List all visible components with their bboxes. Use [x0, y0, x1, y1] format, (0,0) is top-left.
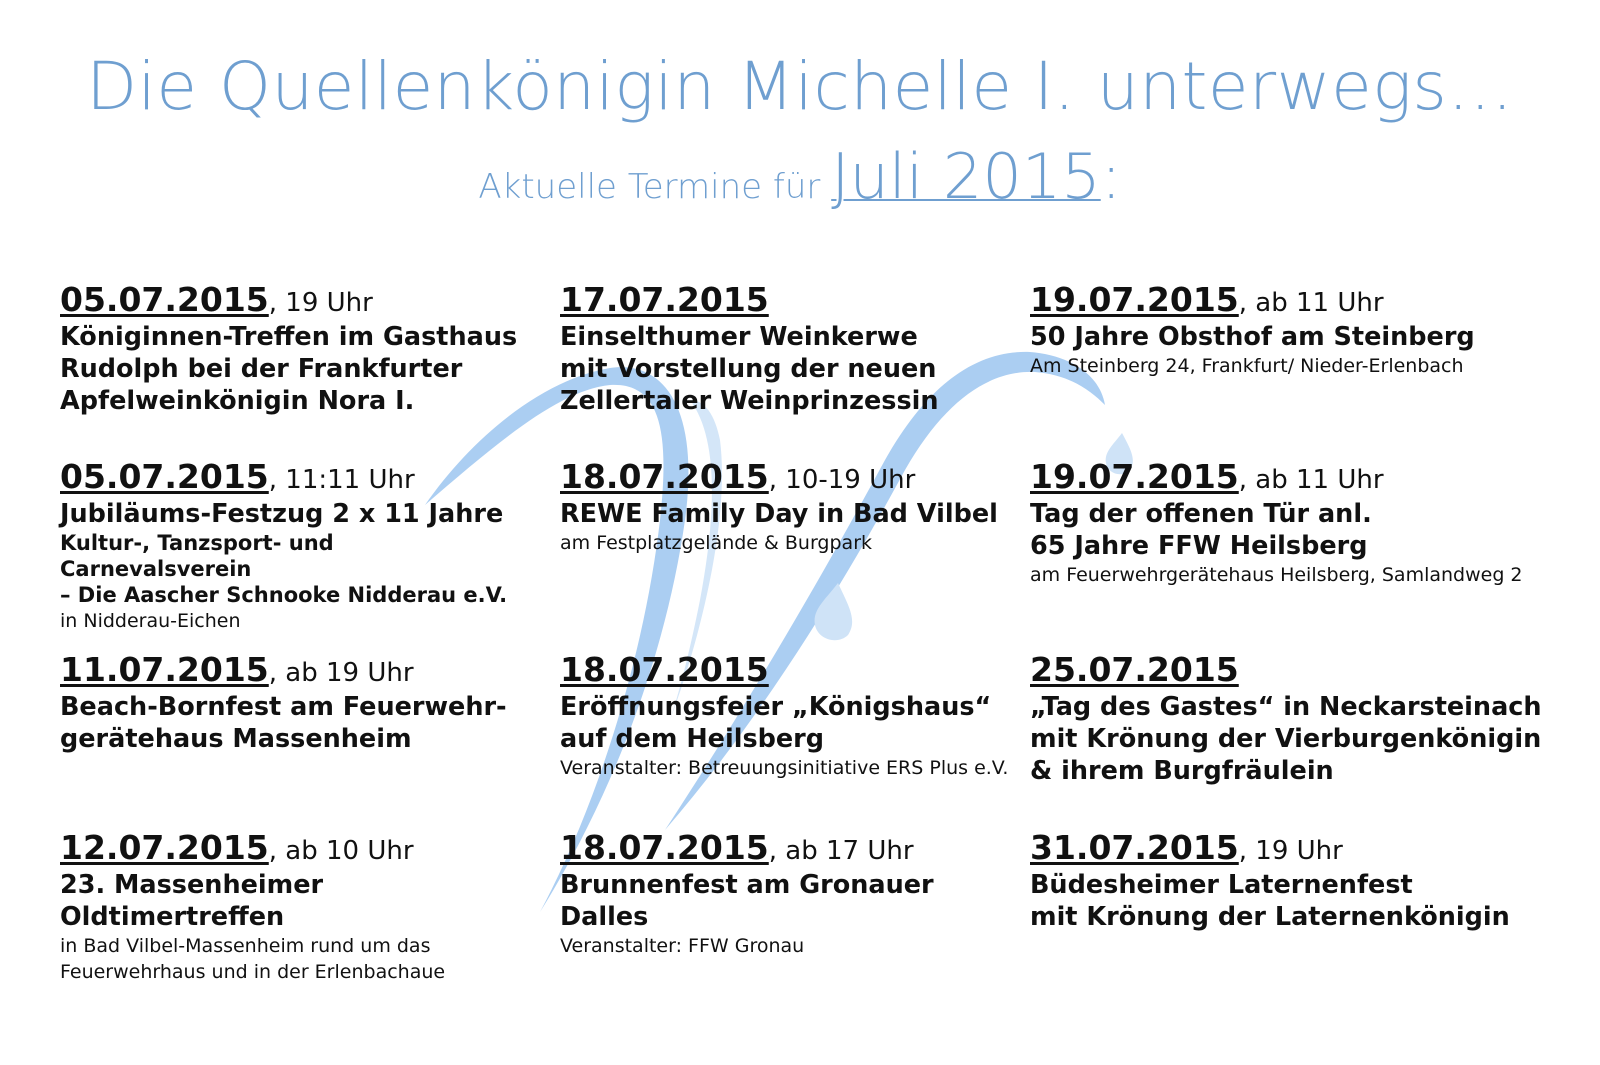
event-time: , 19 Uhr: [1238, 836, 1343, 866]
event-detail: Kultur-, Tanzsport- und Carnevalsverein – Die Aascher Schnooke Nidderau e.V.: [60, 531, 508, 607]
event-detail: in Bad Vilbel-Massenheim rund um das Feuerwehrhaus und in der Erlenbachaue: [60, 935, 446, 983]
event-detail: Veranstalter: Betreuungsinitiative ERS Plus e.V.: [560, 757, 1009, 779]
event-card: [1030, 830, 1570, 933]
event-headline: „Tag des Gastes“ in Neckarsteinach mit Krönung der Vierburgenkönigin & ihrem Burgfräulein: [1030, 692, 1542, 786]
event-date: 12.07.2015: [60, 828, 269, 867]
event-headline: Königinnen-Treffen im Gasthaus Rudolph bei der Frankfurter Apfelweinkönigin Nora I.: [60, 322, 518, 416]
event-headline: Brunnenfest am Gronauer Dalles: [560, 870, 934, 932]
event-date: 18.07.2015: [560, 828, 769, 867]
event-detail: in Nidderau-Eichen: [60, 610, 241, 632]
event-date: 19.07.2015: [1030, 280, 1239, 319]
event-headline: 23. Massenheimer Oldtimertreffen: [60, 870, 324, 932]
event-date: 05.07.2015: [60, 280, 269, 319]
event-card: [1030, 652, 1570, 787]
event-detail: Veranstalter: FFW Gronau: [560, 935, 805, 957]
event-date: 25.07.2015: [1030, 650, 1239, 689]
event-card: [60, 282, 530, 417]
event-time: , ab 10 Uhr: [268, 836, 414, 866]
event-headline: Eröffnungsfeier „Königshaus“ auf dem Heilsberg: [560, 692, 992, 754]
event-card: [560, 282, 1010, 417]
event-headline: Jubiläums-Festzug 2 x 11 Jahre: [60, 499, 504, 529]
event-headline: Tag der offenen Tür anl. 65 Jahre FFW Heilsberg: [1030, 499, 1372, 561]
event-card: [1030, 282, 1570, 379]
event-headline: Büdesheimer Laternenfest mit Krönung der Laternenkönigin: [1030, 870, 1510, 932]
event-headline: REWE Family Day in Bad Vilbel: [560, 499, 998, 529]
event-time: , ab 17 Uhr: [768, 836, 914, 866]
event-time: , 10-19 Uhr: [768, 465, 916, 495]
event-card: [1030, 459, 1570, 588]
event-headline: Einselthumer Weinkerwe mit Vorstellung der neuen Zellertaler Weinprinzessin: [560, 322, 939, 416]
event-detail: Am Steinberg 24, Frankfurt/ Nieder-Erlenbach: [1030, 355, 1464, 377]
event-detail: am Festplatzgelände & Burgpark: [560, 532, 873, 554]
event-card: [560, 830, 1010, 959]
subtitle-colon: :: [1100, 140, 1122, 213]
event-card: [60, 652, 530, 755]
event-card: [60, 459, 530, 634]
event-headline: 50 Jahre Obsthof am Steinberg: [1030, 322, 1475, 352]
event-card: [60, 830, 530, 985]
event-date: 31.07.2015: [1030, 828, 1239, 867]
event-card: [560, 652, 1010, 781]
event-date: 18.07.2015: [560, 650, 769, 689]
page-title: Die Quellenkönigin Michelle I. unterwegs…: [86, 48, 1514, 125]
page-subtitle: [0, 140, 1600, 213]
event-time: , 19 Uhr: [268, 288, 373, 318]
event-time: , ab 19 Uhr: [268, 658, 414, 688]
event-date: 18.07.2015: [560, 457, 769, 496]
event-date: 19.07.2015: [1030, 457, 1239, 496]
event-date: 17.07.2015: [560, 280, 769, 319]
event-detail: am Feuerwehrgerätehaus Heilsberg, Samlandweg 2: [1030, 564, 1523, 586]
subtitle-month: Juli 2015: [831, 140, 1101, 213]
event-headline: Beach-Bornfest am Feuerwehr- gerätehaus Massenheim: [60, 692, 507, 754]
event-date: 05.07.2015: [60, 457, 269, 496]
event-card: [560, 459, 1010, 556]
event-date: 11.07.2015: [60, 650, 269, 689]
event-time: , ab 11 Uhr: [1238, 288, 1384, 318]
subtitle-lead: Aktuelle Termine für: [478, 167, 832, 207]
event-time: , 11:11 Uhr: [268, 465, 415, 495]
event-time: , ab 11 Uhr: [1238, 465, 1384, 495]
